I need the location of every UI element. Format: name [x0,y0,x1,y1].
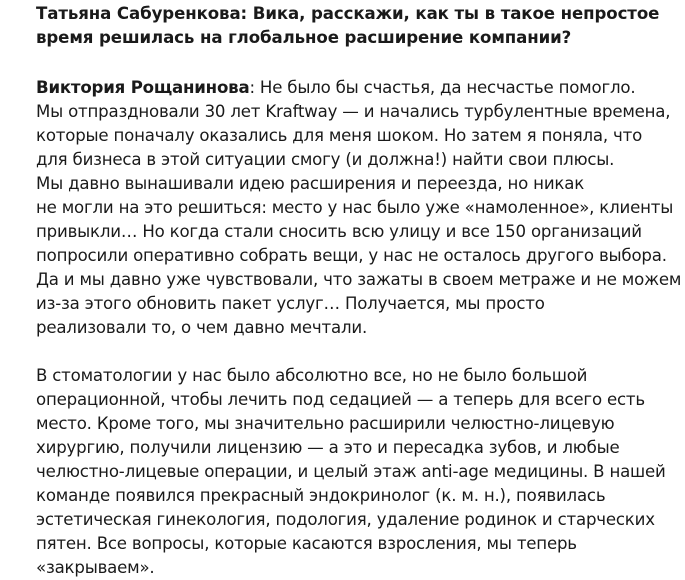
answer-line: место. Кроме того, мы значительно расширили челюстно-лицевую [36,414,615,433]
answer-line: которые поначалу оказались для меня шоком. Но затем я поняла, что [36,126,643,145]
answer-line: привыкли… Но когда стали сносить всю улицу и все 150 организаций [36,222,642,241]
answer-line: операционной, чтобы лечить под седацией — а теперь для всего есть [36,390,645,409]
answer-paragraph-2 [36,364,685,580]
answer-line: Мы отпраздновали 30 лет Kraftway — и начались турбулентные времена, [36,102,671,121]
answer-paragraph-1 [36,76,685,340]
answer-line: эстетическая гинекология, подология, удаление родинок и старческих [36,510,655,529]
answer-line: В стоматологии у нас было абсолютно все, но не было большой [36,366,588,385]
interview-question [36,2,685,50]
answer-line: не могли на это решиться: место у нас было уже «намоленное», клиенты [36,198,674,217]
answer-line: Да и мы давно уже чувствовали, что зажаты в своем метраже и не можем [36,270,682,289]
answer-line: из-за этого обновить пакет услуг… Получается, мы просто [36,294,545,313]
answer-first-line-text: : Не было бы счастья, да несчастье помогло. [249,78,636,97]
question-line: Татьяна Сабуренкова: Вика, расскажи, как ты в такое непростое [36,4,660,23]
answer-line: попросили оперативно собрать вещи, у нас не осталось другого выбора. [36,246,667,265]
question-line: время решилась на глобальное расширение компании? [36,28,572,47]
answer-line: «закрываем». [36,558,155,577]
answer-line: челюстно-лицевые операции, и целый этаж anti-age медицины. В нашей [36,462,666,481]
answer-line: команде появился прекрасный эндокринолог (к. м. н.), появилась [36,486,606,505]
answer-line: Мы давно вынашивали идею расширения и переезда, но никак [36,174,585,193]
answer-line: реализовали то, о чем давно мечтали. [36,318,368,337]
answer-line: пятен. Все вопросы, которые касаются взросления, мы теперь [36,534,577,553]
answer-first-line [36,76,685,100]
answer-line: хирургию, получили лицензию — а это и пересадка зубов, и любые [36,438,620,457]
answer-line: для бизнеса в этой ситуации смогу (и должна!) найти свои плюсы. [36,150,615,169]
speaker-name: Виктория Рощанинова [36,78,250,97]
